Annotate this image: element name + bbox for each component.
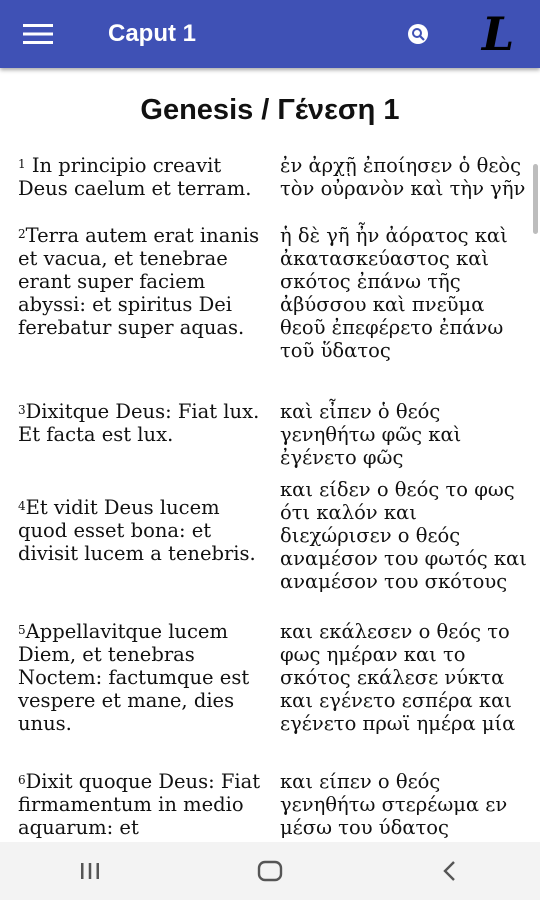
verse-row: [18, 620, 528, 770]
greek-verse: καὶ εἶπεν ὁ θεός γενηθήτω φῶς καὶ ἐγένετο φῶς: [279, 400, 462, 469]
latin-text: Et vidit Deus lucem quod esset bona: et divisit lucem a tenebris.: [18, 496, 256, 565]
latin-verse: [18, 224, 278, 400]
recent-apps-icon[interactable]: [50, 842, 130, 900]
home-icon[interactable]: [230, 842, 310, 900]
greek-verse: και εκάλεσεν ο θεός το φως ημέραν και το σκότος εκάλεσε νύκτα και εγένετο εσπέρα και εγένετο πρωϊ ημέρα μία: [279, 620, 516, 735]
verse-list: [18, 154, 528, 842]
app-logo[interactable]: L: [481, 7, 515, 61]
latin-verse: [18, 770, 278, 842]
latin-text: Appellavitque lucem Diem, et tenebras Noctem: factumque est vespere et mane, dies unus.: [18, 620, 250, 735]
verse-row: [18, 154, 528, 224]
latin-verse: [18, 620, 278, 770]
latin-verse: [18, 154, 278, 224]
verse-number: 2: [18, 227, 26, 241]
greek-verse: ἡ δὲ γῆ ἦν ἀόρατος καὶ ἀκατασκεύαστος καὶ σκότος ἐπάνω τῆς ἀβύσσου καὶ πνεῦμα θεοῦ ἐπεφέρετο ἐπάνω τοῦ ὕδατος: [279, 224, 508, 362]
verse-number: 3: [18, 403, 26, 417]
search-icon[interactable]: [398, 14, 438, 54]
scrollbar[interactable]: [533, 164, 538, 234]
latin-text: In principio creavit Deus caelum et terram.: [18, 154, 252, 200]
latin-text: Dixit quoque Deus: Fiat firmamentum in medio aquarum: et: [18, 770, 261, 839]
greek-verse: και είδεν ο θεός το φως ότι καλόν και διεχώρισεν ο θεός αναμέσον του φωτός και αναμέσον του σκότους: [279, 478, 527, 593]
verse-number: 1: [18, 157, 26, 171]
verse-row: [18, 770, 528, 842]
latin-verse: [18, 478, 278, 620]
verse-number: 6: [18, 773, 26, 787]
latin-text: Terra autem erat inanis et vacua, et tenebrae erant super faciem abyssi: et spiritus Dei ferebatur super aquas.: [18, 224, 260, 339]
app-bar: [0, 0, 540, 68]
page-title: Caput 1: [108, 20, 197, 47]
back-icon[interactable]: [410, 842, 490, 900]
verse-row: [18, 224, 528, 400]
greek-verse: και είπεν ο θεός γενηθήτω στερέωμα εν μέσω του ύδατος: [279, 770, 508, 839]
verse-number: 4: [18, 499, 26, 513]
latin-text: Dixitque Deus: Fiat lux. Et facta est lux.: [18, 400, 260, 446]
system-navigation-bar: [0, 842, 540, 900]
hamburger-menu-icon[interactable]: [10, 0, 66, 68]
verse-number: 5: [18, 623, 26, 637]
latin-verse: [18, 400, 278, 478]
verse-row: [18, 478, 528, 620]
greek-verse: ἐν ἀρχῇ ἐποίησεν ὁ θεὸς τὸν οὐρανὸν καὶ τὴν γῆν: [279, 154, 526, 200]
verse-row: [18, 400, 528, 478]
chapter-title: Genesis / Γένεση 1: [140, 94, 400, 126]
chapter-content[interactable]: [0, 68, 540, 842]
